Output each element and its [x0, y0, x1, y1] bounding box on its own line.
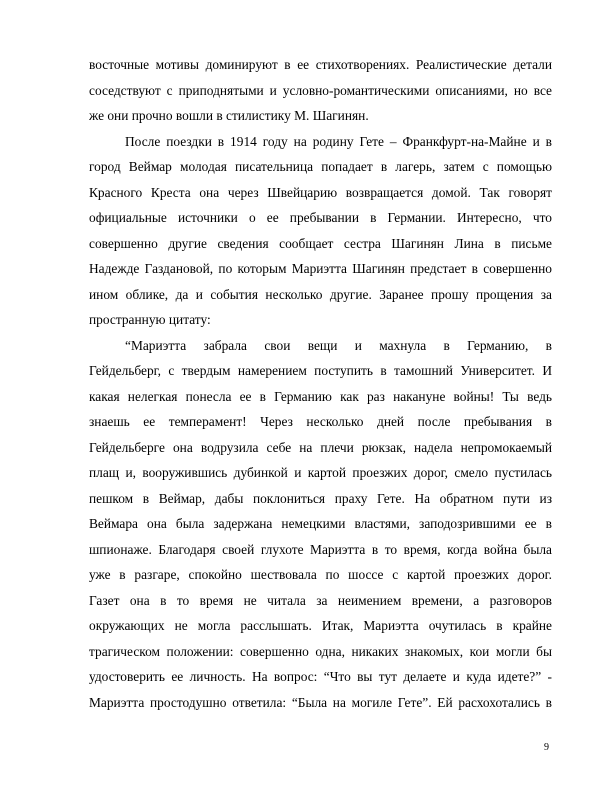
text-line: трагическом положении: совершенно одна, никаких знакомых, кои могли бы — [89, 643, 552, 659]
text-line: пространную цитату: — [89, 312, 211, 327]
text-line: Красного Креста она через Швейцарию возвращается домой. Так говорят — [89, 184, 552, 200]
text-line: плащ и, вооружившись дубинкой и картой проезжих дорог, смело пустилась — [89, 465, 552, 480]
text-line: уже в разгаре, спокойно шествовала по шоссе с картой проезжих дорог. — [89, 567, 552, 582]
text-line: Мариэтта простодушно ответила: “Была на могиле Гете”. Ей расхохотались в — [89, 694, 552, 710]
text-line: Газет она в то время не читала за неимением времени, а разговоров — [89, 592, 552, 608]
text-line: Надежде Газдановой, по которым Мариэтта Шагинян предстает в совершенно — [89, 261, 552, 276]
text-line: совершенно другие сведения сообщает сестра Шагинян Лина в письме — [89, 235, 552, 251]
text-line: пешком в Веймар, дабы поклониться праху Гете. На обратном пути из — [89, 490, 552, 506]
text-line: Гейдельберге она водрузила себе на плечи рюкзак, надела непромокаемый — [89, 439, 552, 455]
text-line: знаешь ее темперамент! Через несколько дней после пребывания в — [89, 414, 552, 429]
text-line: Гейдельберг, с твердым намерением поступить в тамошний Университет. И — [89, 363, 552, 378]
paragraph-first-line: После поездки в 1914 году на родину Гете – Франкфурт-на-Майне и в — [125, 133, 552, 149]
quote-first-line: “Мариэтта забрала свои вещи и махнула в Германию, в — [125, 337, 552, 353]
text-line: соседствуют с приподнятыми и условно-романтическими описаниями, но все — [89, 82, 552, 98]
text-line: официальные источники о ее пребывании в Германии. Интересно, что — [89, 210, 552, 225]
body-text — [89, 52, 552, 715]
text-line: город Веймар молодая писательница попадает в лагерь, затем с помощью — [89, 159, 552, 174]
text-line: окружающих не могла расслышать. Итак, Мариэтта очутилась в крайне — [89, 618, 552, 633]
text-line: ином облике, да и события несколько другие. Заранее прошу прощения за — [89, 286, 552, 302]
text-line: какая нелегкая понесла ее в Германию как раз накануне войны! Ты ведь — [89, 388, 552, 404]
text-line: восточные мотивы доминируют в ее стихотворениях. Реалистические детали — [89, 57, 552, 72]
text-line: же они прочно вошли в стилистику М. Шагинян. — [89, 108, 369, 123]
page-number: 9 — [544, 742, 549, 753]
text-line: удостоверить ее личность. На вопрос: “Что вы тут делаете и куда идете?” - — [89, 669, 552, 684]
text-line: Веймара она была задержана немецкими властями, заподозрившими ее в — [89, 516, 552, 531]
text-line: шпионаже. Благодаря своей глухоте Мариэтта в то время, когда война была — [89, 541, 552, 557]
